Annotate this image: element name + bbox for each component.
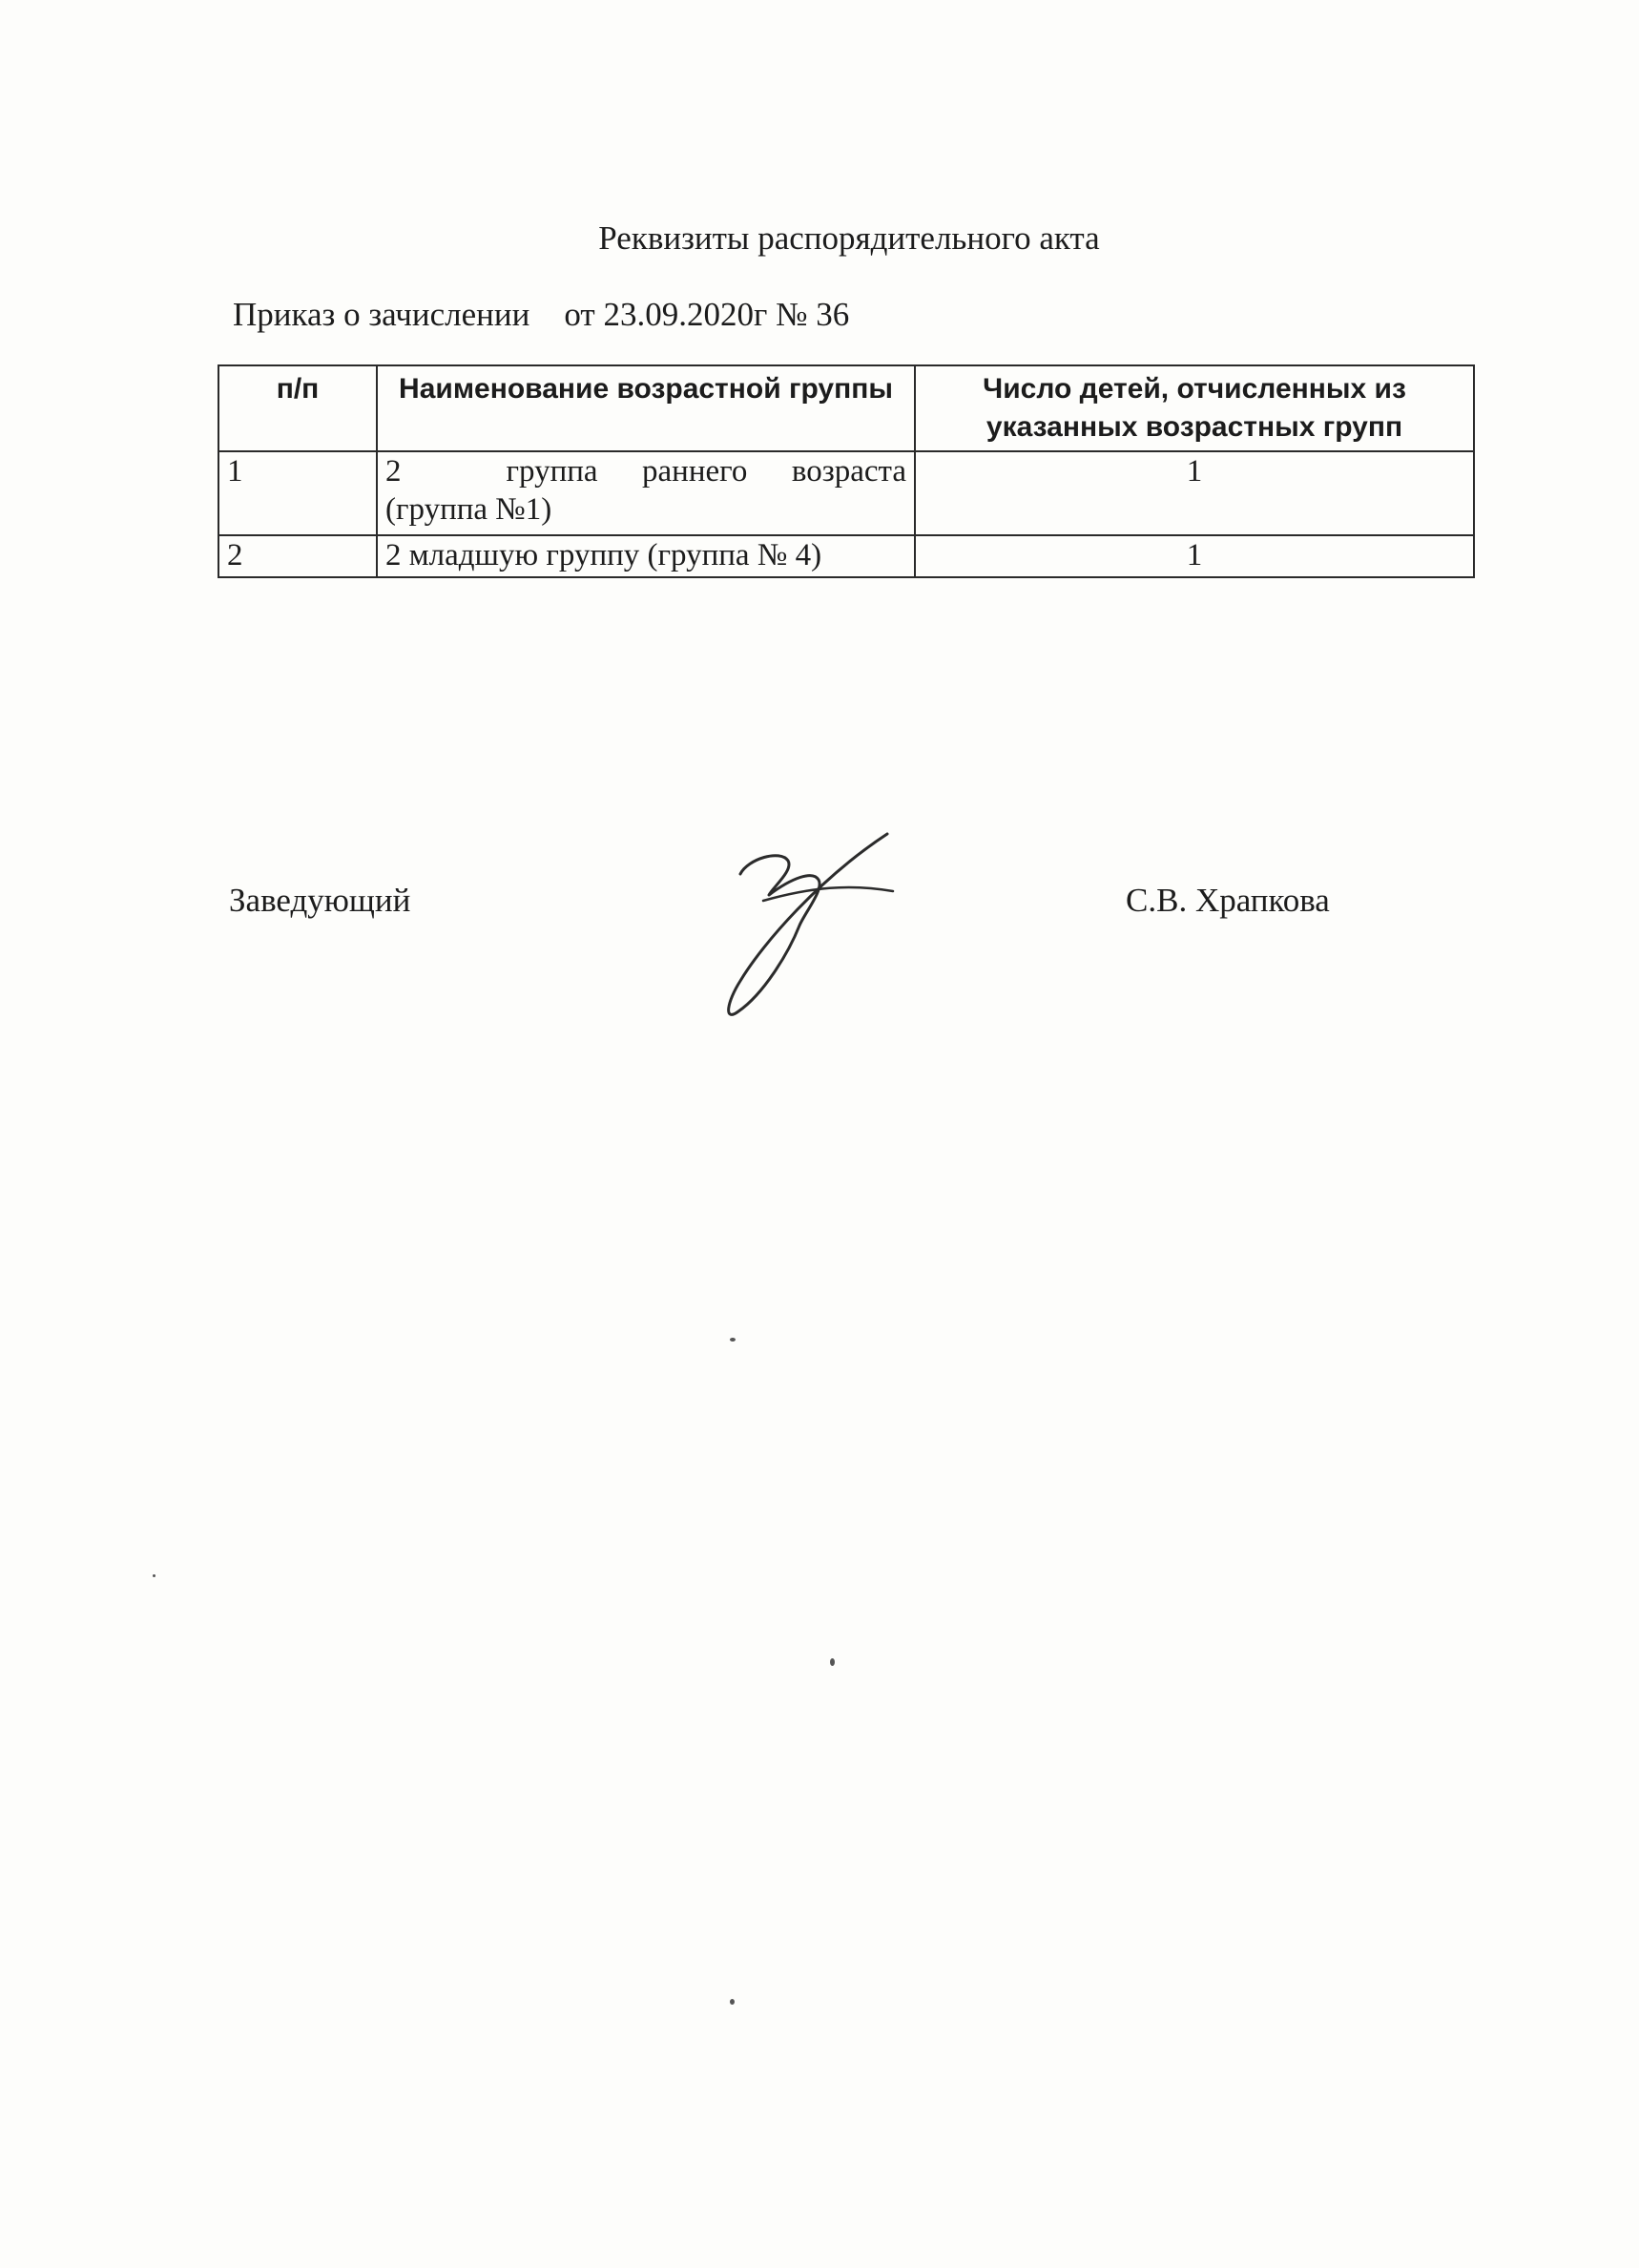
order-line [233,294,849,336]
row-group [377,451,915,535]
handwritten-signature [706,821,935,1030]
row-count: 1 [915,535,1474,577]
row-count: 1 [915,451,1474,535]
order-type: Приказ о зачислении [233,296,530,333]
groups-table [218,364,1475,578]
scan-speck [153,1574,156,1577]
signatory-role: Заведующий [229,882,411,919]
table-header-row [218,365,1474,451]
document-title: Реквизиты распорядительного акта [598,219,1100,257]
row-num: 2 [218,535,377,577]
row-group-text: группа раннего возраста (группа №1) [385,454,906,527]
row-num: 1 [218,451,377,535]
table-row [218,451,1474,535]
scan-speck [830,1658,835,1666]
table-row [218,535,1474,577]
header-group: Наименование возрастной группы [377,365,915,451]
header-num: п/п [218,365,377,451]
header-count: Число детей, отчисленных из указанных возрастных групп [915,365,1474,451]
row-group-number: 2 [385,454,402,489]
scan-speck [730,1999,735,2005]
order-date: от 23.09.2020г № 36 [564,296,850,333]
signatory-name: С.В. Храпкова [1126,882,1330,919]
scan-speck [730,1338,736,1342]
row-group: 2 младшую группу (группа № 4) [377,535,915,577]
